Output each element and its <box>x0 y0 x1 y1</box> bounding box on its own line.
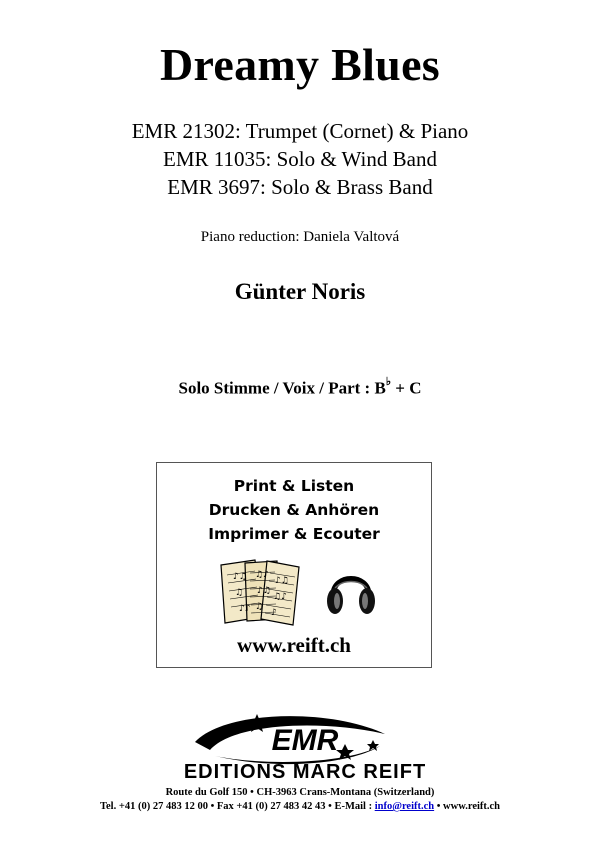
contact-website: • www.reift.ch <box>434 801 501 812</box>
svg-text:♫♪: ♫♪ <box>255 570 269 580</box>
flat-symbol: ♭ <box>385 376 392 388</box>
publisher-address: Route du Golf 150 • CH-3963 Crans-Montana (Switzerland) <box>165 787 435 798</box>
box-line-english: Print & Listen <box>233 477 355 495</box>
sheet-music-icon <box>215 557 305 627</box>
edition-list <box>0 117 600 201</box>
part-prefix: Solo Stimme / Voix / Part : B <box>178 378 386 398</box>
headphones-icon <box>325 563 377 619</box>
svg-text:♪♫: ♪♫ <box>257 586 271 596</box>
svg-text:♪♫: ♪♫ <box>233 572 247 582</box>
part-label <box>0 377 600 399</box>
email-link[interactable]: info@reift.ch <box>374 801 435 812</box>
piano-reduction-credit: Piano reduction: Daniela Valtová <box>200 229 400 245</box>
edition-item: EMR 11035: Solo & Wind Band <box>163 147 437 171</box>
svg-text:♪♫: ♪♫ <box>275 576 289 586</box>
logo-name: EDITIONS MARC REIFT <box>183 761 427 783</box>
print-listen-box <box>156 462 432 668</box>
composer-name: Günter Noris <box>234 279 366 304</box>
publisher-contact <box>0 801 600 812</box>
contact-phone-fax: Tel. +41 (0) 27 483 12 00 • Fax +41 (0) 27 483 42 43 • E-Mail : <box>99 801 375 812</box>
svg-text:♫: ♫ <box>255 602 264 612</box>
svg-text:♪♪: ♪♪ <box>239 604 251 614</box>
score-title: Dreamy Blues <box>159 39 440 90</box>
box-line-german: Drucken & Anhören <box>208 501 380 519</box>
edition-item: EMR 21302: Trumpet (Cornet) & Piano <box>131 119 469 143</box>
emr-logo <box>155 712 455 784</box>
svg-text:♫♪: ♫♪ <box>273 592 287 602</box>
svg-text:♫: ♫ <box>235 588 244 598</box>
box-line-french: Imprimer & Ecouter <box>208 525 380 543</box>
part-suffix: + C <box>391 378 422 398</box>
logo-emblem: EMR <box>271 724 339 757</box>
print-listen-text <box>157 474 431 546</box>
website-link[interactable]: www.reift.ch <box>237 633 351 657</box>
edition-item: EMR 3697: Solo & Brass Band <box>167 175 433 199</box>
svg-text:♪: ♪ <box>271 608 277 618</box>
